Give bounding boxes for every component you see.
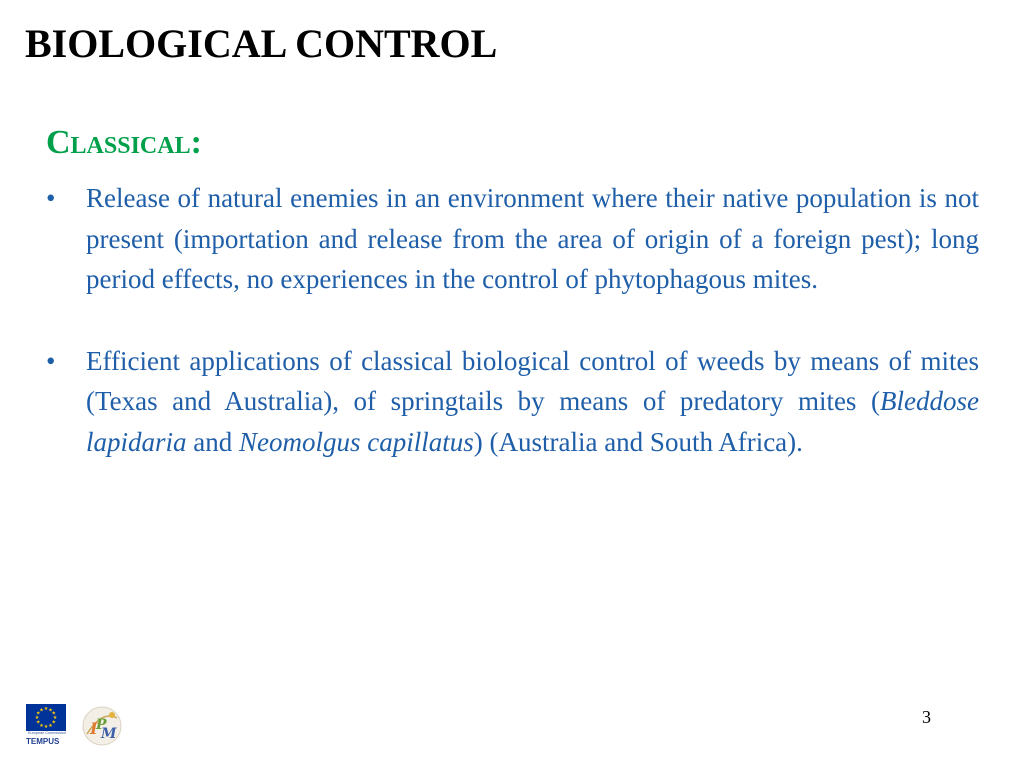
eu-flag-icon (26, 704, 66, 731)
svg-text:★: ★ (35, 710, 41, 717)
bullet-text: ) (Australia and South Africa). (473, 426, 803, 457)
svg-text:★: ★ (39, 723, 44, 729)
ipm-logo-icon (82, 704, 122, 748)
svg-text:I: I (90, 719, 98, 738)
bullet-text: Efficient applications of classical biological control of weeds by means of mites (Texas and Australia), of springtails by means of predatory mites ( (86, 345, 979, 416)
bullet-marker: • (46, 345, 56, 376)
svg-text:★: ★ (48, 723, 53, 729)
svg-text:★: ★ (48, 707, 53, 714)
bullet-list (46, 178, 979, 462)
svg-text:★: ★ (43, 706, 49, 713)
svg-text:★: ★ (35, 719, 41, 726)
species-name: Bleddose lapidaria (86, 386, 979, 457)
bullet-text: Release of natural enemies in an environment where their native population is not present (importation and release from the area of origin of a foreign pest); long period effects, no experiences in the control of phytophagous mites. (86, 183, 979, 294)
svg-text:P: P (96, 717, 107, 733)
svg-text:★: ★ (51, 710, 57, 717)
svg-text:★: ★ (34, 715, 40, 722)
svg-text:★: ★ (43, 724, 49, 731)
tempus-label: TEMPUS (26, 737, 60, 746)
bullet-item-release (46, 178, 979, 300)
species-name: Neomolgus capillatus (239, 426, 474, 457)
svg-text:★: ★ (51, 719, 57, 726)
slide-title: BIOLOGICAL CONTROL (25, 21, 498, 66)
svg-text:★: ★ (52, 715, 58, 722)
svg-text:M: M (101, 726, 117, 742)
bullet-item-applications (46, 341, 979, 463)
bullet-text: and (186, 426, 239, 457)
page-number: 3 (922, 707, 931, 727)
eu-caption: European Commission (28, 731, 66, 736)
eu-tempus-logo (26, 704, 68, 750)
footer-logos (26, 704, 122, 750)
section-heading: Classical: (46, 124, 202, 161)
bullet-marker: • (46, 183, 56, 213)
svg-text:★: ★ (39, 707, 44, 714)
